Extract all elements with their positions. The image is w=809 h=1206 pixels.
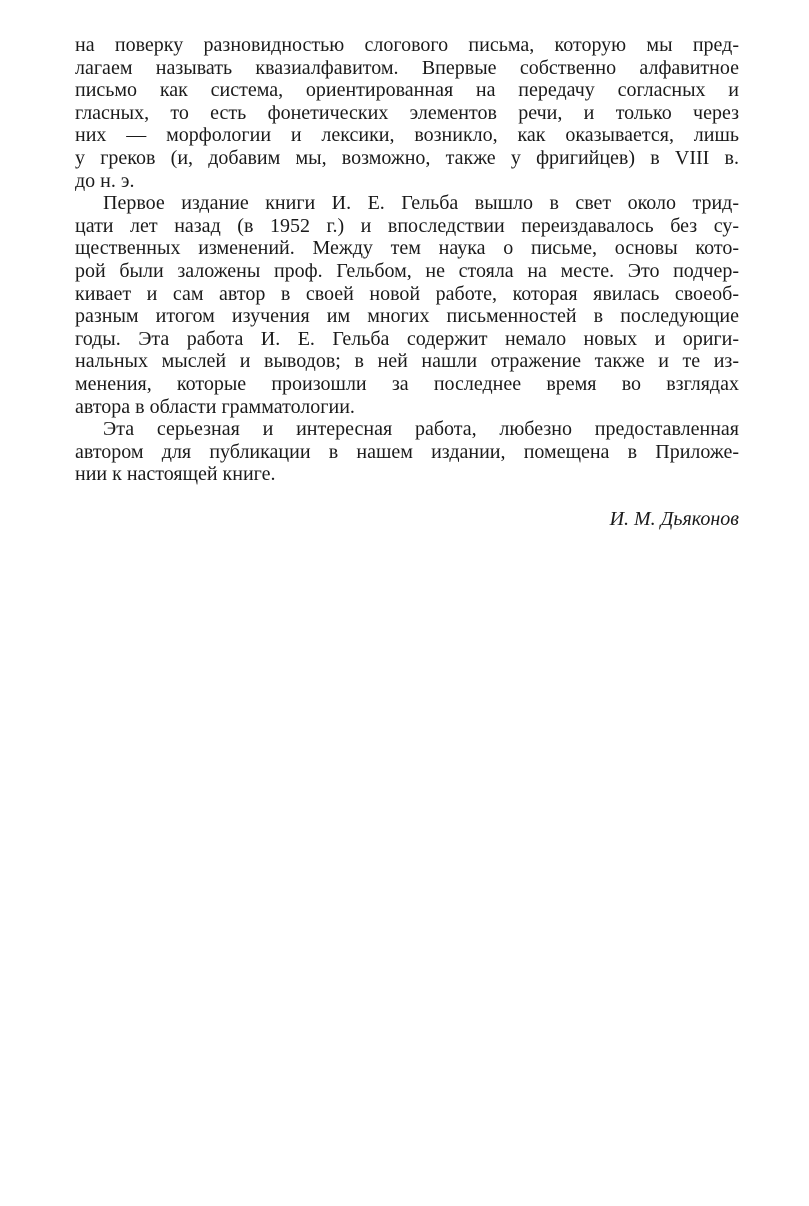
text-line: щественных изменений. Между тем наука о письме, основы кото- bbox=[75, 237, 739, 260]
text-line: рой были заложены проф. Гельбом, не стояла на месте. Это подчер- bbox=[75, 259, 739, 282]
text-line: разным итогом изучения им многих письменностей в последующие bbox=[75, 305, 739, 328]
text-line: нии к настоящей книге. bbox=[75, 463, 276, 486]
text-line: них — морфологии и лексики, возникло, как оказывается, лишь bbox=[75, 124, 739, 147]
text-line: автором для публикации в нашем издании, помещена в Приложе- bbox=[75, 440, 739, 463]
text-line: у греков (и, добавим мы, возможно, также у фригийцев) в VIII в. bbox=[75, 146, 739, 169]
text-line: менения, которые произошли за последнее время во взглядах bbox=[75, 372, 739, 395]
paragraph-1 bbox=[75, 34, 739, 192]
text-line: письмо как система, ориентированная на передачу согласных и bbox=[75, 79, 739, 102]
text-line: Первое издание книги И. Е. Гельба вышло в свет около трид- bbox=[103, 192, 739, 215]
text-line: лагаем называть квазиалфавитом. Впервые собственно алфавитное bbox=[75, 56, 739, 79]
text-line: гласных, то есть фонетических элементов речи, и только через bbox=[75, 101, 739, 124]
author-signature: И. М. Дьяконов bbox=[609, 507, 739, 530]
text-line: кивает и сам автор в своей новой работе, которая явилась своеоб- bbox=[75, 282, 739, 305]
text-line: автора в области грамматологии. bbox=[75, 395, 355, 418]
text-line: Эта серьезная и интересная работа, любезно предоставленная bbox=[103, 418, 739, 441]
paragraph-2 bbox=[75, 192, 739, 418]
text-line: цати лет назад (в 1952 г.) и впоследствии переиздавалось без су- bbox=[75, 214, 739, 237]
text-line: на поверку разновидностью слогового письма, которую мы пред- bbox=[75, 34, 739, 56]
text-line: нальных мыслей и выводов; в ней нашли отражение также и те из- bbox=[75, 350, 739, 373]
page-body bbox=[75, 34, 739, 530]
text-line: до н. э. bbox=[75, 169, 135, 192]
paragraph-3 bbox=[75, 418, 739, 486]
text-line: годы. Эта работа И. Е. Гельба содержит немало новых и ориги- bbox=[75, 327, 739, 350]
